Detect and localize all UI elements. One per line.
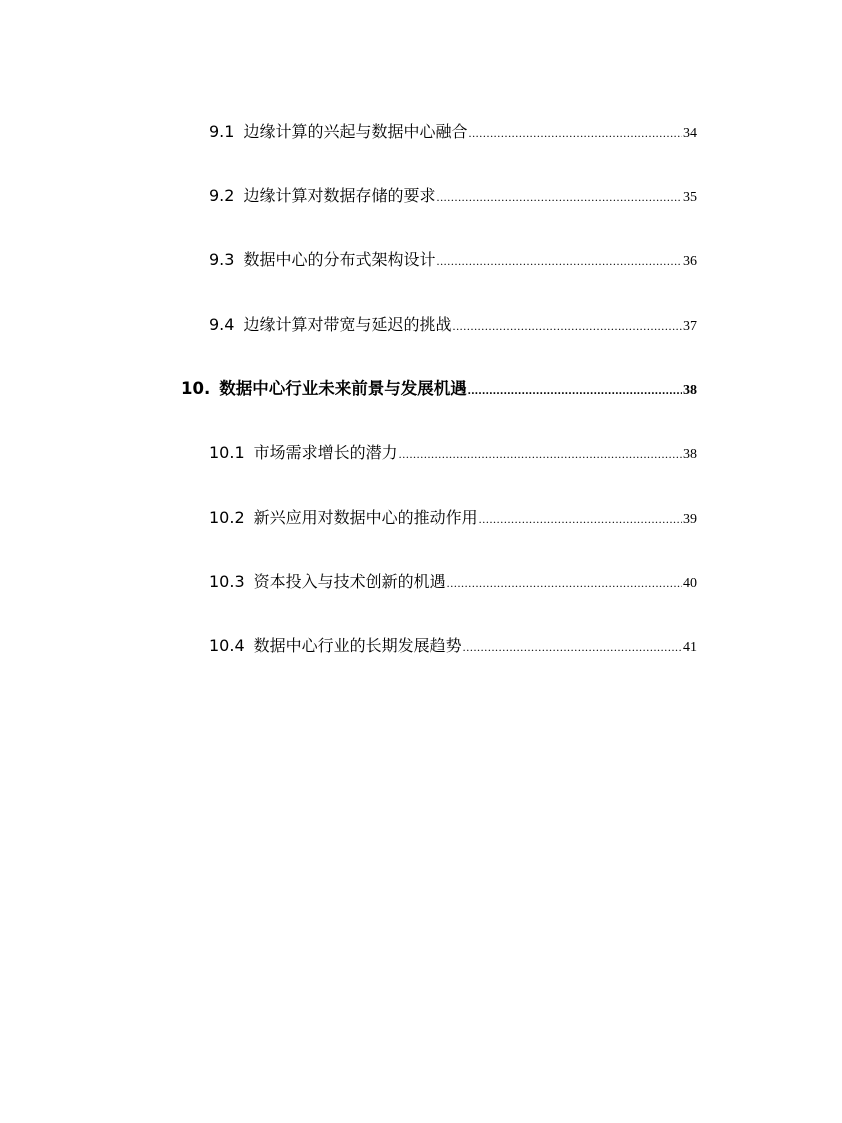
toc-entry-number: 9.3	[209, 250, 235, 269]
toc-entry-page-number: 35	[683, 190, 697, 205]
toc-dot-leader	[479, 512, 682, 527]
toc-entry-number: 9.1	[209, 122, 235, 141]
toc-dot-leader	[463, 640, 682, 655]
toc-entry[interactable]	[209, 440, 697, 463]
toc-dot-leader	[399, 447, 682, 462]
toc-entry-title: 边缘计算对数据存储的要求	[243, 186, 436, 205]
toc-entry-title: 数据中心的分布式架构设计	[243, 250, 436, 269]
toc-entry-number: 10.1	[209, 443, 245, 462]
toc-entry-page-number: 34	[683, 126, 697, 141]
toc-entry[interactable]	[209, 247, 697, 270]
toc-entry[interactable]	[209, 183, 697, 206]
toc-entry[interactable]	[209, 633, 697, 656]
toc-entry-number: 10.4	[209, 636, 245, 655]
toc-dot-leader	[468, 383, 682, 398]
toc-entry[interactable]	[209, 119, 697, 142]
toc-dot-leader	[468, 126, 682, 141]
toc-entry-title: 数据中心行业的长期发展趋势	[253, 636, 462, 655]
toc-entry[interactable]	[209, 569, 697, 592]
toc-chapter-title: 数据中心行业未来前景与发展机遇	[219, 379, 467, 398]
toc-dot-leader	[436, 254, 682, 269]
toc-entry-page-number: 38	[683, 447, 697, 462]
toc-dot-leader	[452, 319, 682, 334]
toc-entry-number: 9.2	[209, 186, 235, 205]
toc-entry-title: 新兴应用对数据中心的推动作用	[253, 508, 478, 527]
toc-dot-leader	[447, 576, 682, 591]
toc-entry-number: 10.3	[209, 572, 245, 591]
toc-chapter-page-number: 38	[683, 383, 697, 398]
toc-entry-page-number: 39	[683, 512, 697, 527]
toc-dot-leader	[436, 190, 682, 205]
toc-entry-title: 资本投入与技术创新的机遇	[253, 572, 446, 591]
toc-entry-page-number: 36	[683, 254, 697, 269]
toc-entry-title: 市场需求增长的潜力	[253, 443, 398, 462]
toc-entry-page-number: 41	[683, 640, 697, 655]
toc-entry[interactable]	[209, 505, 697, 528]
toc-entry-page-number: 37	[683, 319, 697, 334]
toc-entry-title: 边缘计算的兴起与数据中心融合	[243, 122, 468, 141]
toc-entry-number: 9.4	[209, 315, 235, 334]
toc-chapter-entry[interactable]	[181, 375, 697, 399]
toc-entry[interactable]	[209, 312, 697, 335]
toc-chapter-number: 10.	[181, 379, 211, 398]
toc-entry-number: 10.2	[209, 508, 245, 527]
toc-entry-title: 边缘计算对带宽与延迟的挑战	[243, 315, 452, 334]
toc-entry-page-number: 40	[683, 576, 697, 591]
